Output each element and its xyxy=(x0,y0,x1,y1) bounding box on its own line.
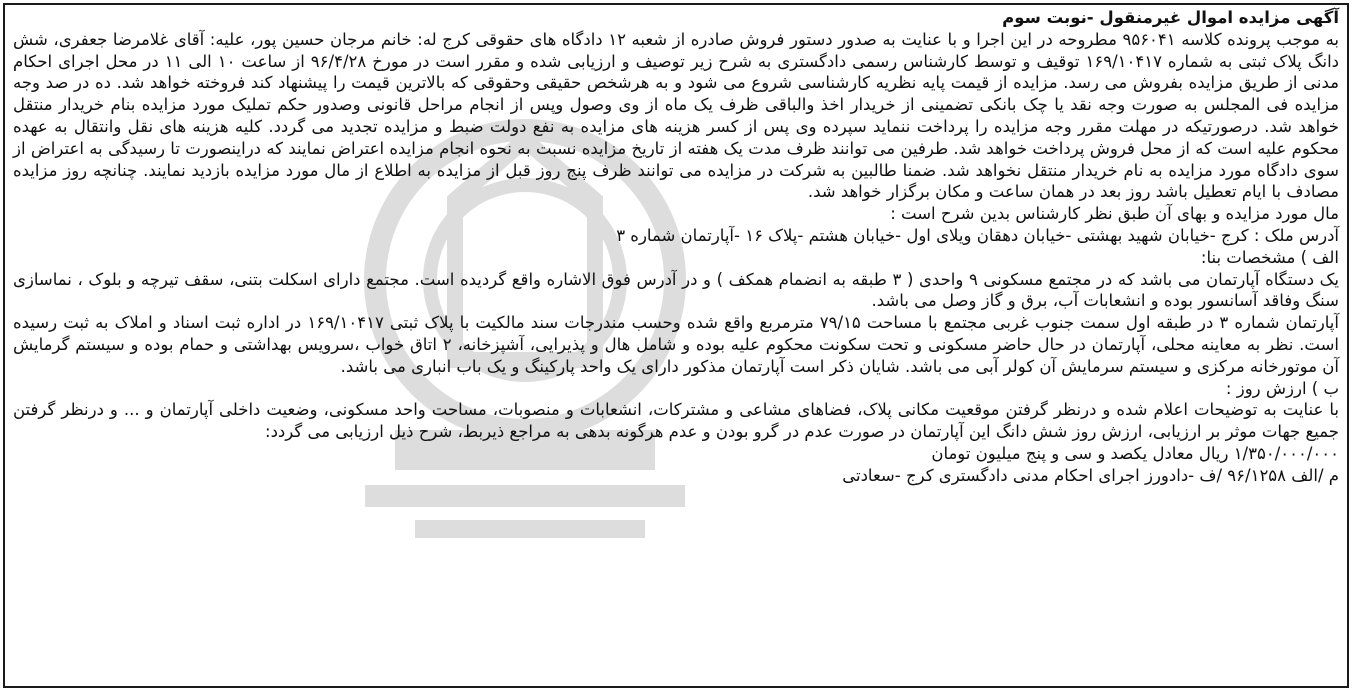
section-a-heading: الف ) مشخصات بنا: xyxy=(1200,247,1339,267)
section-b-valuation-paragraph: با عنایت به توضیحات اعلام شده و درنظر گرفتن موقعیت مکانی پلاک، فضاهای مشاعی و مشترکات، انشعابات و منصوبات، مساحت واحد مسکونی، وضعیت داخلی آپارتمان و ... و درنظر گرفتن جمیع جهات موثر بر ارزیابی، ارزش روز شش دانگ این آپارتمان در صورت عدم در گرو بودن و عدم هرگونه بدهی به مراجع ذیربط، شرح ذیل ارزیابی می گردد: xyxy=(13,400,1339,442)
section-b-heading: ب ) ارزش روز : xyxy=(1225,378,1339,398)
notice-intro-paragraph: به موجب پرونده کلاسه ۹۵۶۰۴۱ مطروحه در این اجرا و با عنایت به صدور دستور فروش صادره از شعبه ۱۲ دادگاه های حقوقی کرج له: خانم مرجان حسین پور، علیه: آقای غلامرضا جعفری، شش دانگ پلاک ثبتی به شماره ۱۶۹/۱۰۴۱۷ توقیف و توسط کارشناس رسمی دادگستری به شرح زیر توصیف و ارزیابی شده و مقرر است در مورخ ۹۶/۴/۲۸ از ساعت ۱۰ الی ۱۱ در محل اجرای احکام مدنی از طریق مزایده بفروش می رسد. مزایده از قیمت پایه نظریه کارشناسی شروع می شود و به هرشخص حقیقی وحقوقی که بالاترین قیمت را پیشنهاد کند فروخته خواهد شد. ده در صد وجه مزایده فی المجلس به صورت وجه نقد یا چک بانکی تضمینی از خریدار اخذ والباقی ظرف یک ماه از وی وصول وپس از انجام مراحل قانونی وصدور حکم تملیک مورد مزایده بنام خریدار منتقل خواهد شد. درصورتیکه در مهلت مقرر وجه مزایده را پرداخت ننماید سپرده وی پس از کسر هزینه های مزایده به نفع دولت ضبط و مزایده تجدید می گردد. کلیه هزینه های نقل وانتقال به عهده محکوم علیه است که از محل فروش پرداخت خواهد شد. طرفین می توانند ظرف مدت یک هفته از تاریخ مزایده نسبت به نحوه انجام مزایده اعتراض نمایند که دراینصورت تا رسیدگی به اعتراض از سوی دادگاه مورد مزایده به نام خریدار منتقل نخواهد شد. ضمنا طالبین به شرکت در مزایده می توانند ظرف پنج روز قبل از مزایده به اطلاع از مال مورد مزایده بازدید نمایند. چنانچه روز مزایده مصادف با ایام تعطیل باشد روز بعد در همان ساعت و مکان برگزار خواهد شد. xyxy=(13,29,1340,202)
section-a-apartment-paragraph: آپارتمان شماره ۳ در طبقه اول سمت جنوب غربی مجتمع با مساحت ۷۹/۱۵ مترمربع واقع شده وحسب مندرجات سند مالکیت با پلاک ثبتی ۱۶۹/۱۰۴۱۷ در اداره ثبت اسناد و املاک به ثبت رسیده است. نظر به معاینه محلی، آپارتمان در حال حاضر مسکونی و تحت سکونت محکوم علیه بوده و شامل هال و پذیرایی، آشپزخانه، ۲ اتاق خواب ،سرویس بهداشتی و حمام بوده و سیستم گرمایش آن موتورخانه مرکزی و سیستم سرمایش آن کولر آبی می باشد. شایان ذکر است آپارتمان مذکور دارای یک واحد پارکینگ و یک باب انباری می باشد. xyxy=(13,313,1339,376)
valuation-amount-line: ۱/۳۵۰/۰۰۰/۰۰۰ ریال معادل یکصد و سی و پنج میلیون تومان xyxy=(931,443,1339,463)
notice-frame xyxy=(3,3,1349,688)
property-intro-line: مال مورد مزایده و بهای آن طبق نظر کارشناس بدین شرح است : xyxy=(890,204,1339,224)
reference-signature-line: م /الف ۹۶/۱۲۵۸ /ف -دادورز اجرای احکام مدنی دادگستری کرج -سعادتی xyxy=(842,465,1339,485)
property-address-line: آدرس ملک : کرج -خیابان شهید بهشتی -خیابان دهقان ویلای اول -خیابان هشتم -پلاک ۱۶ -آپارتمان شماره ۳ xyxy=(616,225,1339,245)
notice-title: آگهی مزایده اموال غیرمنقول -نوبت سوم xyxy=(1002,8,1339,27)
notice-body xyxy=(13,7,1339,487)
section-a-building-paragraph: یک دستگاه آپارتمان می باشد که در مجتمع مسکونی ۹ واحدی ( ۳ طبقه به انضمام همکف ) و در آدرس فوق الاشاره واقع گردیده است. مجتمع دارای اسکلت بتنی، سقف تیرچه و بلوک ، نماسازی سنگ وفاقد آسانسور بوده و انشعابات آب، برق و گاز وصل می باشد. xyxy=(13,269,1339,311)
